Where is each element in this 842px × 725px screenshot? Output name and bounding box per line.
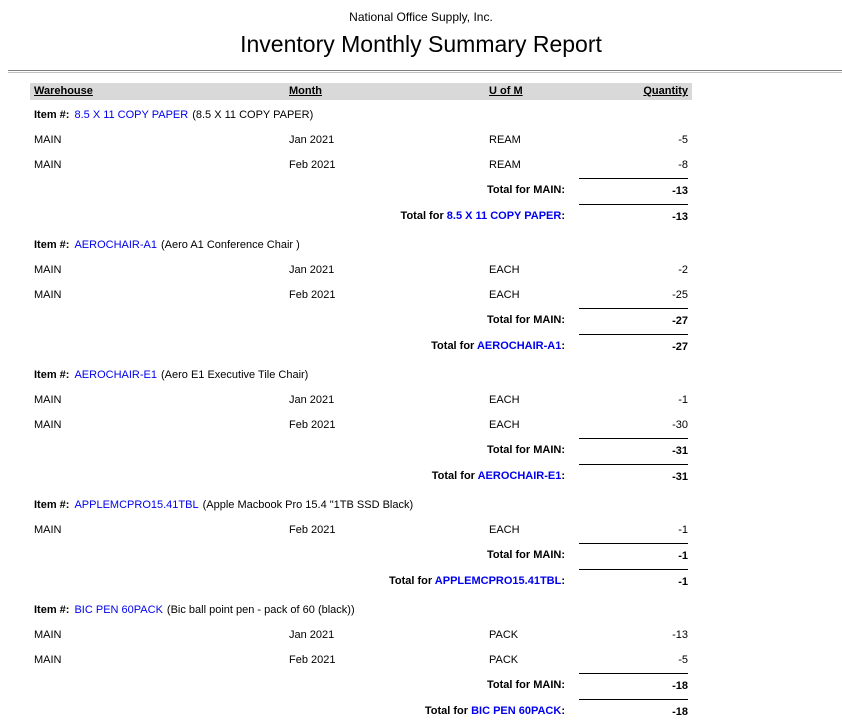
item-header-row bbox=[30, 598, 692, 623]
column-header-uom-label: U of M bbox=[489, 85, 523, 97]
item-total-code-link[interactable]: AEROCHAIR-E1 bbox=[477, 470, 562, 482]
item-group bbox=[30, 103, 692, 230]
cell-month: Feb 2021 bbox=[289, 654, 336, 666]
cell-month: Jan 2021 bbox=[289, 629, 335, 641]
cell-month: Feb 2021 bbox=[289, 419, 336, 431]
column-header-month-label: Month bbox=[289, 85, 322, 97]
item-code-link[interactable]: BIC PEN 60PACK bbox=[74, 604, 163, 616]
inventory-row bbox=[30, 413, 692, 438]
item-group bbox=[30, 233, 692, 360]
item-total-row bbox=[30, 204, 692, 230]
warehouse-total-label: Total for MAIN: bbox=[486, 444, 565, 456]
cell-uom: REAM bbox=[489, 134, 521, 146]
item-total-prefix: Total for bbox=[400, 210, 447, 222]
cell-quantity: -5 bbox=[678, 654, 688, 666]
item-number-label: Item #: bbox=[34, 369, 70, 381]
item-group bbox=[30, 363, 692, 490]
item-total-code-link[interactable]: 8.5 X 11 COPY PAPER bbox=[446, 210, 562, 222]
inventory-row bbox=[30, 623, 692, 648]
item-number-label: Item #: bbox=[34, 239, 70, 251]
item-total-row bbox=[30, 334, 692, 360]
item-total-prefix: Total for bbox=[388, 575, 435, 587]
column-header-uom bbox=[489, 83, 579, 100]
column-header-warehouse-label: Warehouse bbox=[34, 85, 93, 97]
cell-uom: EACH bbox=[489, 289, 520, 301]
cell-month: Feb 2021 bbox=[289, 159, 336, 171]
item-total-colon: : bbox=[561, 470, 565, 482]
item-total-prefix: Total for bbox=[431, 470, 478, 482]
item-total-label bbox=[34, 464, 579, 490]
warehouse-total-qty: -31 bbox=[579, 438, 688, 464]
warehouse-total-row bbox=[30, 673, 692, 699]
group-rows bbox=[30, 258, 692, 308]
cell-warehouse: MAIN bbox=[34, 654, 62, 666]
cell-warehouse: MAIN bbox=[34, 159, 62, 171]
cell-quantity: -30 bbox=[672, 419, 688, 431]
warehouse-total-row bbox=[30, 178, 692, 204]
item-total-code-link[interactable]: AEROCHAIR-A1 bbox=[476, 340, 562, 352]
cell-uom: EACH bbox=[489, 264, 520, 276]
item-total-label bbox=[34, 334, 579, 360]
cell-warehouse: MAIN bbox=[34, 289, 62, 301]
cell-quantity: -25 bbox=[672, 289, 688, 301]
item-description: (Aero A1 Conference Chair ) bbox=[161, 239, 300, 251]
item-code-link[interactable]: 8.5 X 11 COPY PAPER bbox=[74, 109, 189, 121]
cell-month: Jan 2021 bbox=[289, 134, 335, 146]
warehouse-total-qty: -18 bbox=[579, 673, 688, 699]
warehouse-total-label: Total for MAIN: bbox=[486, 679, 565, 691]
item-total-qty: -31 bbox=[579, 464, 688, 490]
group-rows bbox=[30, 623, 692, 673]
inventory-row bbox=[30, 518, 692, 543]
item-group bbox=[30, 493, 692, 595]
cell-warehouse: MAIN bbox=[34, 134, 62, 146]
cell-uom: EACH bbox=[489, 394, 520, 406]
item-header-row bbox=[30, 103, 692, 128]
group-rows bbox=[30, 518, 692, 543]
item-description: (8.5 X 11 COPY PAPER) bbox=[192, 109, 314, 121]
item-total-qty: -13 bbox=[579, 204, 688, 230]
item-total-row bbox=[30, 699, 692, 725]
item-description: (Apple Macbook Pro 15.4 "1TB SSD Black) bbox=[202, 499, 414, 511]
item-total-colon: : bbox=[561, 705, 565, 717]
inventory-row bbox=[30, 128, 692, 153]
cell-month: Jan 2021 bbox=[289, 394, 335, 406]
item-total-label bbox=[34, 569, 579, 595]
item-total-qty: -1 bbox=[579, 569, 688, 595]
warehouse-total-label: Total for MAIN: bbox=[486, 314, 565, 326]
item-total-prefix: Total for bbox=[424, 705, 472, 717]
report-table bbox=[30, 83, 692, 725]
table-header-row bbox=[30, 83, 692, 100]
item-total-qty: -18 bbox=[579, 699, 688, 725]
column-header-quantity-label: Quantity bbox=[643, 85, 688, 97]
item-header-row bbox=[30, 233, 692, 258]
item-total-code-link[interactable]: APPLEMCPRO15.41TBL bbox=[434, 575, 562, 587]
cell-uom: REAM bbox=[489, 159, 521, 171]
cell-quantity: -2 bbox=[678, 264, 688, 276]
company-name: National Office Supply, Inc. bbox=[349, 10, 493, 24]
cell-uom: EACH bbox=[489, 419, 520, 431]
report-body bbox=[30, 103, 692, 725]
inventory-row bbox=[30, 648, 692, 673]
item-number-label: Item #: bbox=[34, 109, 70, 121]
item-description: (Aero E1 Executive Tile Chair) bbox=[161, 369, 309, 381]
inventory-row bbox=[30, 258, 692, 283]
cell-month: Feb 2021 bbox=[289, 524, 336, 536]
cell-uom: PACK bbox=[489, 654, 519, 666]
item-total-label bbox=[34, 699, 579, 725]
column-header-quantity bbox=[579, 83, 688, 100]
column-header-warehouse bbox=[34, 83, 289, 100]
title-divider bbox=[8, 70, 842, 73]
cell-uom: EACH bbox=[489, 524, 520, 536]
cell-warehouse: MAIN bbox=[34, 419, 62, 431]
item-total-qty: -27 bbox=[579, 334, 688, 360]
cell-quantity: -5 bbox=[678, 134, 688, 146]
item-code-link[interactable]: APPLEMCPRO15.41TBL bbox=[74, 499, 199, 511]
cell-quantity: -13 bbox=[672, 629, 688, 641]
cell-quantity: -1 bbox=[678, 524, 688, 536]
warehouse-total-row bbox=[30, 308, 692, 334]
warehouse-total-label: Total for MAIN: bbox=[486, 549, 565, 561]
item-total-code-link[interactable]: BIC PEN 60PACK bbox=[471, 705, 562, 717]
cell-warehouse: MAIN bbox=[34, 629, 62, 641]
item-group bbox=[30, 598, 692, 725]
page-title: Inventory Monthly Summary Report bbox=[240, 31, 602, 57]
item-number-label: Item #: bbox=[34, 604, 70, 616]
item-total-row bbox=[30, 464, 692, 490]
inventory-row bbox=[30, 153, 692, 178]
item-total-label bbox=[34, 204, 579, 230]
item-header-row bbox=[30, 363, 692, 388]
item-header-row bbox=[30, 493, 692, 518]
cell-month: Jan 2021 bbox=[289, 264, 335, 276]
cell-warehouse: MAIN bbox=[34, 524, 62, 536]
item-total-colon: : bbox=[561, 210, 565, 222]
cell-quantity: -8 bbox=[678, 159, 688, 171]
warehouse-total-qty: -27 bbox=[579, 308, 688, 334]
item-code-link[interactable]: AEROCHAIR-E1 bbox=[74, 369, 157, 381]
item-number-label: Item #: bbox=[34, 499, 70, 511]
warehouse-total-row bbox=[30, 543, 692, 569]
warehouse-total-label: Total for MAIN: bbox=[486, 184, 565, 196]
inventory-row bbox=[30, 388, 692, 413]
cell-warehouse: MAIN bbox=[34, 394, 62, 406]
item-total-prefix: Total for bbox=[431, 340, 477, 352]
item-total-colon: : bbox=[561, 575, 565, 587]
item-code-link[interactable]: AEROCHAIR-A1 bbox=[74, 239, 157, 251]
item-total-row bbox=[30, 569, 692, 595]
warehouse-total-row bbox=[30, 438, 692, 464]
cell-uom: PACK bbox=[489, 629, 519, 641]
warehouse-total-qty: -1 bbox=[579, 543, 688, 569]
group-rows bbox=[30, 128, 692, 178]
cell-month: Feb 2021 bbox=[289, 289, 336, 301]
cell-quantity: -1 bbox=[678, 394, 688, 406]
item-description: (Bic ball point pen - pack of 60 (black)) bbox=[166, 604, 355, 616]
group-rows bbox=[30, 388, 692, 438]
item-total-colon: : bbox=[561, 340, 565, 352]
column-header-month bbox=[289, 83, 489, 100]
warehouse-total-qty: -13 bbox=[579, 178, 688, 204]
cell-warehouse: MAIN bbox=[34, 264, 62, 276]
inventory-row bbox=[30, 283, 692, 308]
